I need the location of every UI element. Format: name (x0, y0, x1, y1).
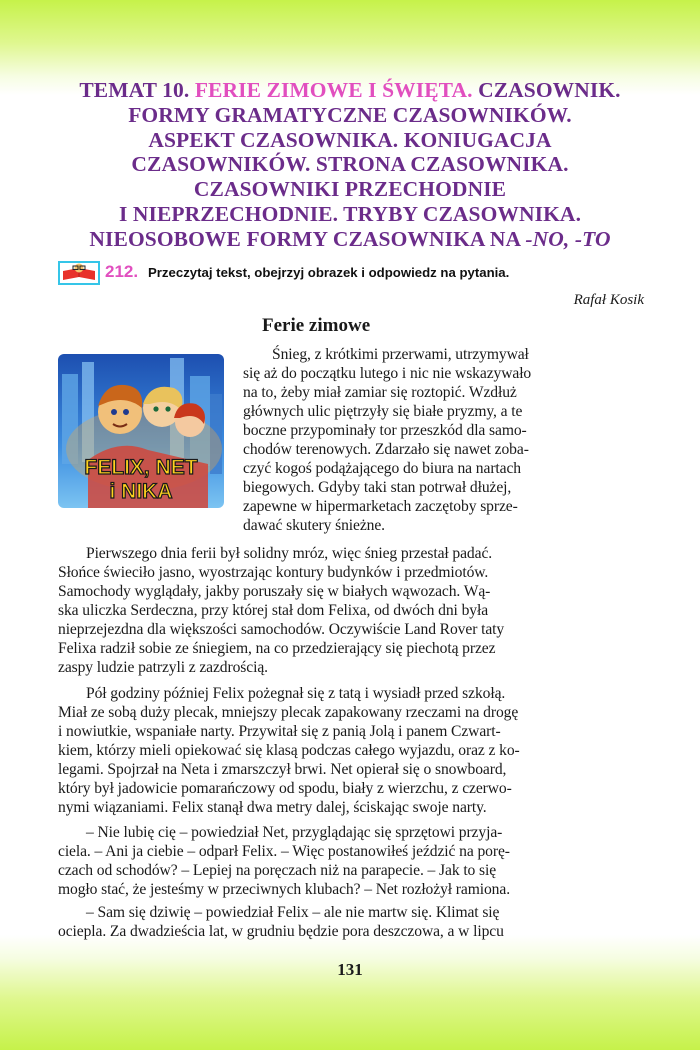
text-line: – Nie lubię cię – powiedział Net, przyglądając się sprzętowi przyja- (86, 824, 503, 841)
bottom-green-band (0, 935, 700, 1050)
heading-line-7 (40, 227, 660, 252)
exercise-number: 212. (105, 262, 139, 281)
text-line: Felixa radził sobie ze śniegiem, na co przedzierający się piechotą przez (58, 640, 496, 657)
text-line: boczne przypominały tor przeszkód dla samo- (243, 422, 527, 439)
text-line: ociepla. Za dwadzieścia lat, w grudniu będzie pora deszczowa, a w lipcu (58, 923, 504, 940)
heading-topic-number: TEMAT 10. (79, 78, 195, 102)
text-line: ska uliczka Serdeczna, przy której stał dom Felixa, od dwóch dni była (58, 602, 489, 619)
text-line: zapewne w hipermarketach zaczętoby sprze- (243, 498, 518, 515)
text-line: Śnieg, z krótkimi przerwami, utrzymywał (272, 346, 529, 363)
exercise-212 (58, 261, 658, 287)
reading-book-icon (58, 261, 100, 285)
heading-line-3: ASPEKT CZASOWNIKA. KONIUGACJA (148, 127, 552, 152)
heading-line-1 (40, 78, 660, 103)
text-line: czach od schodów? – Lepiej na poręczach niż na parapecie. – Jak to się (58, 862, 497, 879)
text-line: nymi wiązaniami. Felix stanął dwa metry dalej, ściskając swoje narty. (58, 799, 487, 816)
page-number: 131 (337, 960, 363, 979)
text-line: Pół godziny później Felix pożegnał się z tatą i wysiadł przed szkołą. (86, 685, 506, 702)
text-line: Pierwszego dnia ferii był solidny mróz, więc śnieg przestał padać. (86, 545, 493, 562)
heading-line-5: CZASOWNIKI PRZECHODNIE (193, 177, 507, 202)
text-line: czyć kogoś podążającego do biura na nartach (243, 460, 521, 477)
cover-title-line-2: i NIKA (109, 480, 173, 503)
heading-line-2: FORMY GRAMATYCZNE CZASOWNIKÓW. (128, 102, 572, 127)
text-line: dawać skutery śnieżne. (243, 517, 385, 534)
heading-grammar-topic: CZASOWNIK. (472, 78, 621, 102)
text-line: mogło stać, że jesteśmy w przeciwnych klubach? – Net rozłożył ramiona. (58, 881, 510, 898)
exercise-instruction: Przeczytaj tekst, obejrzyj obrazek i odpowiedz na pytania. (148, 265, 510, 280)
text-line: legami. Spojrzał na Neta i zmarszczył brwi. Net opierał się o snowboard, (58, 761, 507, 778)
text-line: – Sam się dziwię – powiedział Felix – ale nie martw się. Klimat się (86, 904, 500, 921)
text-line: chodów terenowych. Zdarzało się nawet zoba- (243, 441, 529, 458)
text-line: Miał ze sobą duży plecak, mniejszy plecak zapakowany rzeczami na drogę (58, 704, 519, 721)
text-line: zaspy ludzie patrzyli z zazdrością. (58, 659, 268, 676)
story-title: Ferie zimowe (262, 315, 371, 336)
cover-title-line-1: FELIX, NET (84, 456, 198, 479)
text-line: nieprzejezdna dla większości samochodów. Oczywiście Land Rover taty (58, 621, 505, 638)
text-line: się aż do początku lutego i nic nie wskazywało (243, 365, 532, 382)
heading-line-7-suffixes: -NO, -TO (525, 226, 611, 251)
author-name: Rafał Kosik (573, 292, 644, 308)
text-line: ciela. – Ani ja ciebie – odparł Felix. – Więc postanowiłeś jeździć na porę- (58, 843, 510, 860)
text-line: biegowych. Gdyby taki stan potrwał dłużej, (243, 479, 512, 496)
text-line: który był jadowicie pomarańczowy od spodu, biały z wierzchu, z czerwo- (58, 780, 512, 797)
text-line: Słońce świeciło jasno, wyostrzając kontury budynków i przedmiotów. (58, 564, 489, 581)
heading-line-6: I NIEPRZECHODNIE. TRYBY CZASOWNIKA. (118, 201, 582, 226)
text-line: kiem, którzy mieli opiekować się klasą podczas całego wyjazdu, oraz z ko- (58, 742, 520, 759)
heading-line-4: CZASOWNIKÓW. STRONA CZASOWNIKA. (131, 152, 569, 177)
text-line: Samochody wyglądały, jakby poruszały się w białych wąwozach. Wą- (58, 583, 491, 600)
text-line: głównych ulic piętrzyły się białe pryzmy, a te (243, 403, 523, 420)
heading-line-7-text: NIEOSOBOWE FORMY CZASOWNIKA NA (89, 226, 526, 251)
lesson-heading (40, 78, 660, 252)
book-cover-illustration (58, 354, 224, 508)
text-line: i nowiutkie, wspaniałe narty. Przywitał się z panią Jolą i panem Czwart- (58, 723, 501, 740)
text-line: na to, żeby miał zamiar się roztopić. Wzdłuż (243, 384, 517, 401)
heading-topic-title: FERIE ZIMOWE I ŚWIĘTA. (194, 78, 473, 102)
